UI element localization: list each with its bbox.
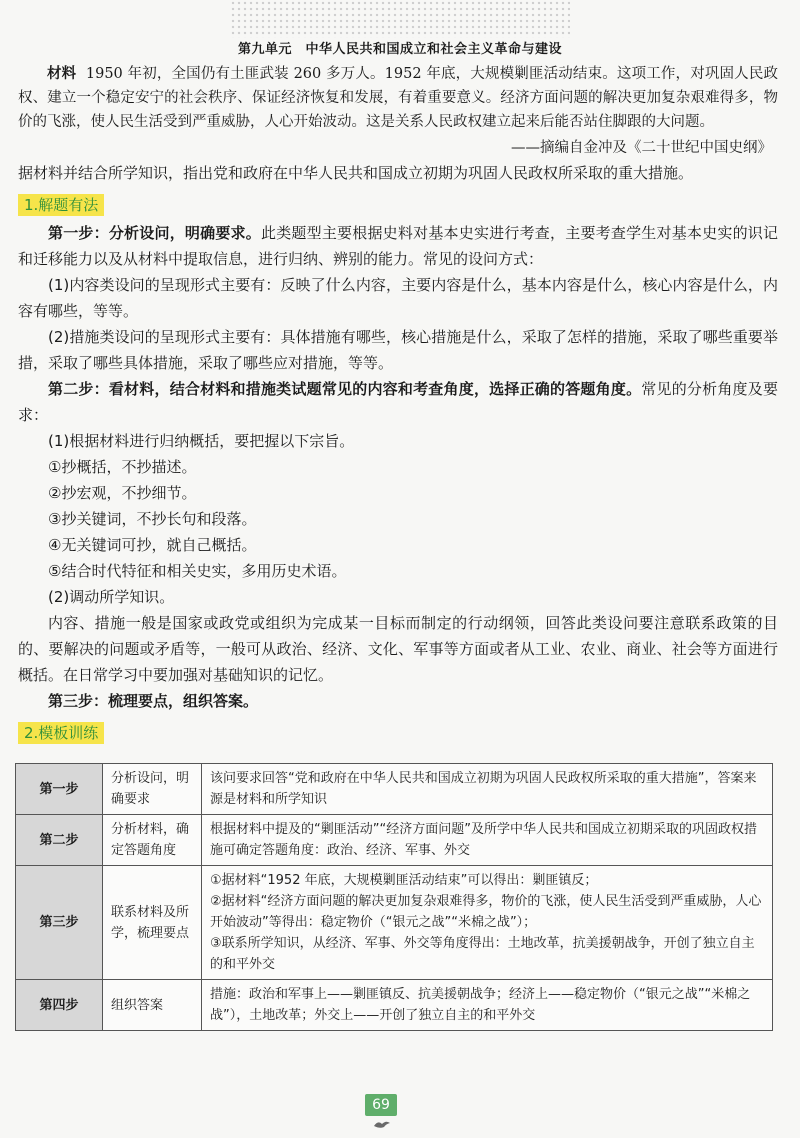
material-source: ——摘编自金冲及《二十世纪中国史纲》	[511, 140, 772, 156]
step2-title: 第二步：看材料，结合材料和措施类试题常见的内容和考查角度，选择正确的答题角度。	[48, 380, 642, 398]
step1-title: 第一步：分析设问，明确要求。	[48, 224, 261, 242]
content-line: 该问要求回答“党和政府在中华人民共和国成立初期为巩固人民政权所采取的重大措施”，答案来源是材料和所学知识	[210, 771, 757, 807]
table-row	[16, 764, 773, 815]
page-content	[18, 62, 778, 748]
content-line: 措施：政治和军事上——剿匪镇反、抗美援朝战争；经济上——稳定物价（“银元之战”“米棉之战”），土地改革；外交上——开创了独立自主的和平外交	[210, 987, 751, 1023]
table-row	[16, 980, 773, 1031]
rule-item: ⑤结合时代特征和相关史实，多用历史术语。	[48, 562, 347, 580]
rule-item: ①抄概括，不抄描述。	[48, 458, 197, 476]
rule-item: ②抄宏观，不抄细节。	[48, 484, 197, 502]
bird-icon	[372, 1118, 392, 1130]
table-row	[16, 866, 773, 980]
content-cell	[202, 866, 773, 980]
step3-title: 第三步：梳理要点，组织答案。	[48, 692, 259, 710]
rule-item: ④无关键词可抄，就自己概括。	[48, 536, 257, 554]
material-paragraph	[18, 62, 778, 134]
step2-explanation: 内容、措施一般是国家或政党或组织为完成某一目标而制定的行动纲领，回答此类设问要注意联系政策的目的、要解决的问题或矛盾等，一般可从政治、经济、文化、军事等方面或者从工业、农业、商业、社会等方面进行概括。在日常学习中要加强对基础知识的记忆。	[18, 614, 778, 684]
running-header: 第九单元 中华人民共和国成立和社会主义革命与建设	[237, 42, 562, 57]
step2-item1: (1)根据材料进行归纳概括，要把握以下宗旨。	[48, 432, 355, 450]
question-text: 据材料并结合所学知识，指出党和政府在中华人民共和国成立初期为巩固人民政权所采取的重大措施。	[18, 164, 694, 182]
content-cell	[202, 815, 773, 866]
section-title-method: 1.解题有法	[18, 194, 104, 216]
step-cell: 第四步	[16, 980, 103, 1031]
rule-item: ③抄关键词，不抄长句和段落。	[48, 510, 257, 528]
content-line: ①据材料“1952 年底，大规模剿匪活动结束”可以得出：剿匪镇反；	[210, 873, 598, 888]
step2-text: 常见的分析角度及要求：	[18, 380, 778, 424]
task-cell: 分析材料，确定答题角度	[103, 815, 202, 866]
table-row	[16, 815, 773, 866]
step-cell: 第三步	[16, 866, 103, 980]
content-line: ③联系所学知识，从经济、军事、外交等角度得出：土地改革，抗美援朝战争，开创了独立自主的和平外交	[210, 936, 755, 972]
step-cell: 第二步	[16, 815, 103, 866]
page-number: 69	[365, 1094, 397, 1116]
task-cell: 联系材料及所学，梳理要点	[103, 866, 202, 980]
task-cell: 分析设问，明确要求	[103, 764, 202, 815]
step1-text: 此类题型主要根据史料对基本史实进行考查，主要考查学生对基本史实的识记和迁移能力以及从材料中提取信息，进行归纳、辨别的能力。常见的设问方式：	[18, 224, 778, 268]
step1-item1: (1)内容类设问的呈现形式主要有：反映了什么内容，主要内容是什么，基本内容是什么，核心内容是什么，内容有哪些，等等。	[18, 276, 778, 320]
content-line: 根据材料中提及的“剿匪活动”“经济方面问题”及所学中华人民共和国成立初期采取的巩固政权措施可确定答题角度：政治、经济、军事、外交	[210, 822, 757, 858]
header-decoration	[230, 0, 570, 38]
task-cell: 组织答案	[103, 980, 202, 1031]
step1-item2: (2)措施类设问的呈现形式主要有：具体措施有哪些，核心措施是什么，采取了怎样的措施，采取了哪些重要举措，采取了哪些具体措施，采取了哪些应对措施，等等。	[18, 328, 778, 372]
section-title-template: 2.模板训练	[18, 722, 104, 744]
material-text: 1950 年初，全国仍有土匪武装 260 多万人。1952 年底，大规模剿匪活动结束。这项工作，对巩固人民政权、建立一个稳定安宁的社会秩序、保证经济恢复和发展，有着重要意义。经济方面问题的解决更加复杂艰难得多，物价的飞涨，使人民生活受到严重威胁，人心开始波动。这是关系人民政权建立起来后能否站住脚跟的大问题。	[18, 66, 779, 130]
content-cell	[202, 980, 773, 1031]
step-cell: 第一步	[16, 764, 103, 815]
step1-paragraph	[18, 220, 778, 272]
template-table	[15, 763, 773, 1031]
content-cell	[202, 764, 773, 815]
step2-paragraph	[18, 376, 778, 428]
content-line: ②据材料“经济方面问题的解决更加复杂艰难得多，物价的飞涨，使人民生活受到严重威胁，人心开始波动”等得出：稳定物价（“银元之战”“米棉之战”）；	[210, 894, 762, 930]
step2-item2: (2)调动所学知识。	[48, 588, 175, 606]
material-label: 材料	[47, 66, 77, 82]
